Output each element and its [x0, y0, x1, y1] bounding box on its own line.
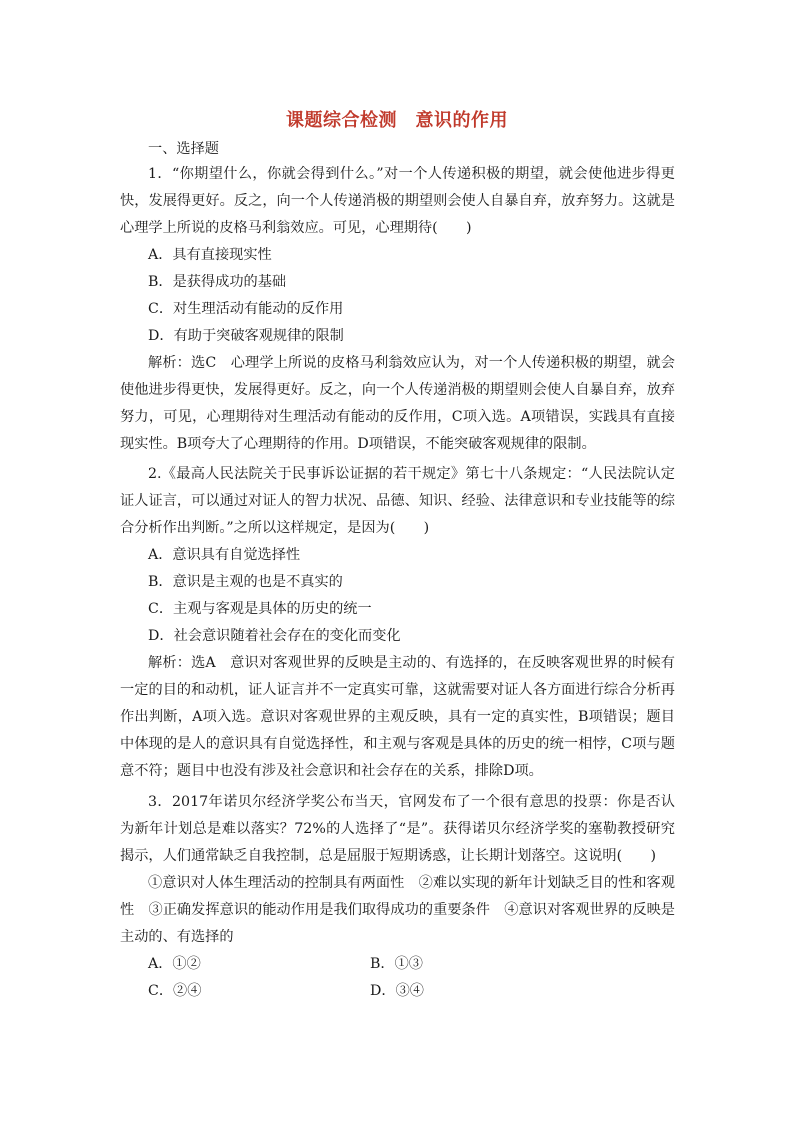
question-1-option-c: C．对生理活动有能动的反作用 — [148, 301, 344, 317]
question-3-statements: ①意识对人体生理活动的控制具有两面性 ②难以实现的新年计划缺乏目的性和客观性 ③正确发挥意识的能动作用是我们取得成功的重要条件 ④意识对客观世界的反映是主动的、有选择的 — [120, 875, 675, 945]
question-3-option-c: C．②④ — [148, 983, 202, 999]
question-2-option-a: A．意识具有自觉选择性 — [148, 547, 301, 563]
question-1-stem: 1．“你期望什么，你就会得到什么。”对一个人传递积极的期望，就会使他进步得更快，发展得更好。反之，向一个人传递消极的期望则会使人自暴自弃，放弃努力。这就是心理学上所说的皮格马利翁效应。可见，心理期待( ) — [120, 166, 675, 236]
question-1-option-b: B．是获得成功的基础 — [148, 274, 287, 290]
question-3-stem: 3．2017年诺贝尔经济学奖公布当天，官网发布了一个很有意思的投票：你是否认为新年计划总是难以落实？72%的人选择了“是”。获得诺贝尔经济学奖的塞勒教授研究揭示，人们通常缺乏自我控制，总是屈服于短期诱惑，让长期计划落空。这说明( ) — [120, 794, 675, 864]
question-3-option-d: D．③④ — [370, 983, 424, 999]
page-title: 课题综合检测 意识的作用 — [286, 110, 508, 131]
question-2-stem: 2.《最高人民法院关于民事诉讼证据的若干规定》第七十八条规定：“人民法院认定证人证言，可以通过对证人的智力状况、品德、知识、经验、法律意识和专业技能等的综合分析作出判断。”之所以这样规定，是因为( ) — [120, 466, 675, 536]
question-2-analysis: 解析：选A 意识对客观世界的反映是主动的、有选择的，在反映客观世界的时候有一定的目的和动机，证人证言并不一定真实可靠，这就需要对证人各方面进行综合分析再作出判断，A项入选。意识对客观世界的主观反映，具有一定的真实性，B项错误；题目中体现的是人的意识具有自觉选择性，和主观与客观是具体的历史的统一相悖，C项与题意不符；题目中也没有涉及社会意识和社会存在的关系，排除D项。 — [120, 655, 675, 779]
question-1-analysis: 解析：选C 心理学上所说的皮格马利翁效应认为，对一个人传递积极的期望，就会使他进步得更快，发展得更好。反之，向一个人传递消极的期望则会使人自暴自弃，放弃努力，可见，心理期待对生理活动有能动的反作用，C项入选。A项错误，实践具有直接现实性。B项夸大了心理期待的作用。D项错误，不能突破客观规律的限制。 — [120, 355, 675, 452]
section-heading: 一、选择题 — [148, 141, 219, 157]
question-3-option-b: B．①③ — [370, 956, 423, 972]
question-1-option-d: D．有助于突破客观规律的限制 — [148, 328, 344, 344]
question-2-option-d: D．社会意识随着社会存在的变化而变化 — [148, 628, 401, 644]
question-1-option-a: A．具有直接现实性 — [148, 247, 272, 263]
question-2-option-b: B．意识是主观的也是不真实的 — [148, 574, 343, 590]
question-3-option-a: A．①② — [148, 956, 201, 972]
question-2-option-c: C．主观与客观是具体的历史的统一 — [148, 601, 372, 617]
